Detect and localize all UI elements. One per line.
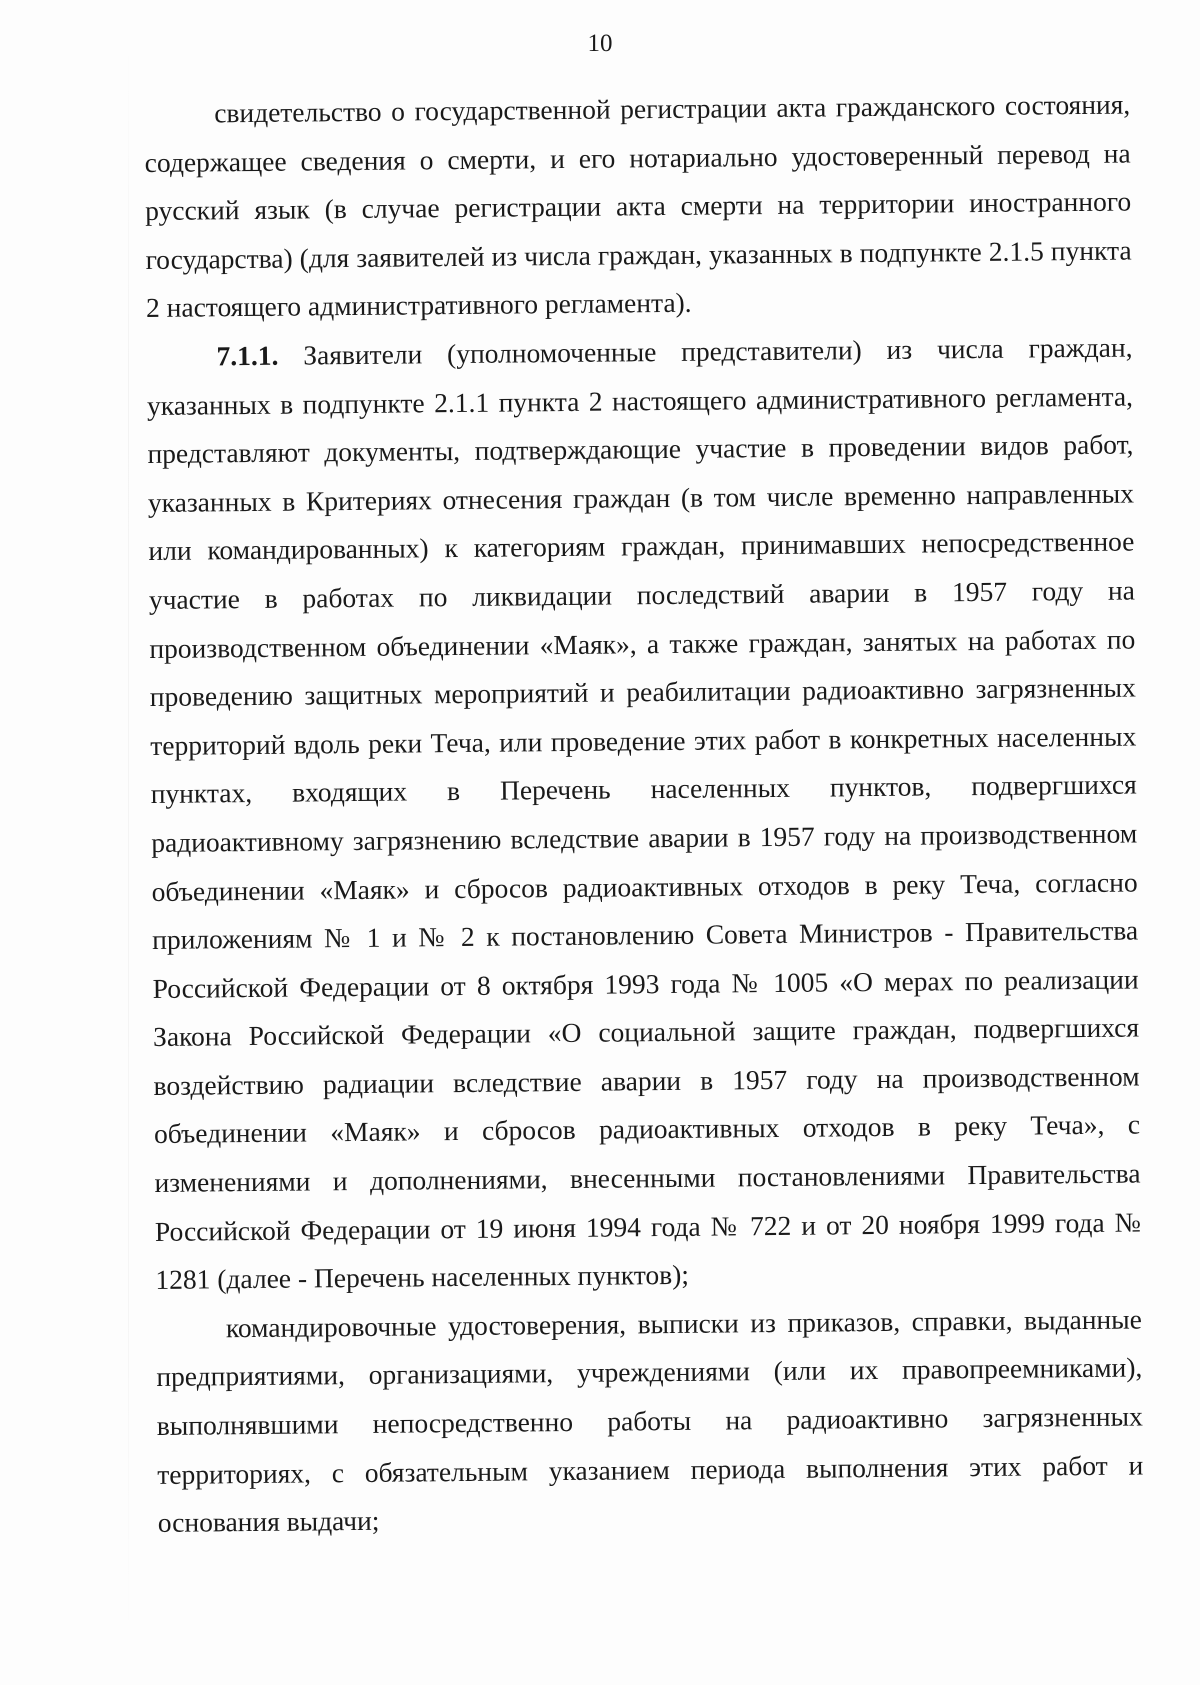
page-number: 10 [587,30,613,57]
paragraph-death-certificate: свидетельство о государственной регистрации акта гражданского состояния, содержащее сведения о смерти, и его нотариально удостоверенный перевод на русский язык (в случае регистрации акта смерти на территории иностранного государства) (для заявителей из числа граждан, указанных в подпункте 2.1.5 пункта 2 настоящего административного регламента). [144,88,1132,324]
paragraph-number: 7.1.1. [216,339,279,372]
paragraph-7-1-1 [146,323,1141,1304]
scan-edge-shadow [128,40,129,1640]
document-body [144,81,1144,1548]
paragraph-travel-certificates: командировочные удостоверения, выписки из приказов, справки, выданные предприятиями, организациями, учреждениями (или их правопреемниками), выполнявшими непосредственно работы на радиоактивно загрязненных территориях, с обязательным указанием периода выполнения этих работ и основания выдачи; [156,1303,1144,1539]
paragraph-7-1-1-text: Заявители (уполномоченные представители) из числа граждан, указанных в подпункте 2.1.1 пункта 2 настоящего административного регламента, представляют документы, подтверждающие участие в проведении видов работ, указанных в Критериях отнесения граждан (в том числе временно направленных или командированных) к категориям граждан, принимавших непосредственное участие в работах по ликвидации последствий аварии в 1957 году на производственном объединении «Маяк», а также граждан, занятых на работах по проведению защитных мероприятий и реабилитации радиоактивно загрязненных территорий вдоль реки Теча, или проведение этих работ в конкретных населенных пунктах, входящих в Перечень населенных пунктов, подвергшихся радиоактивному загрязнению вследствие аварии в 1957 году на производственном объединении «Маяк» и сбросов радиоактивных отходов в реку Теча, согласно приложениям № 1 и № 2 к постановлению Совета Министров - Правительства Российской Федерации от 8 октября 1993 года № 1005 «О мерах по реализации Закона Российской Федерации «О социальной защите граждан, подвергшихся воздействию радиации вследствие аварии в 1957 году на производственном объединении «Маяк» и сбросов радиоактивных отходов в реку Теча», с изменениями и дополнениями, внесенными постановлениями Правительства Российской Федерации от 19 июня 1994 года № 722 и от 20 ноября 1999 года № 1281 (далее - Перечень населенных пунктов); [146,331,1142,1296]
